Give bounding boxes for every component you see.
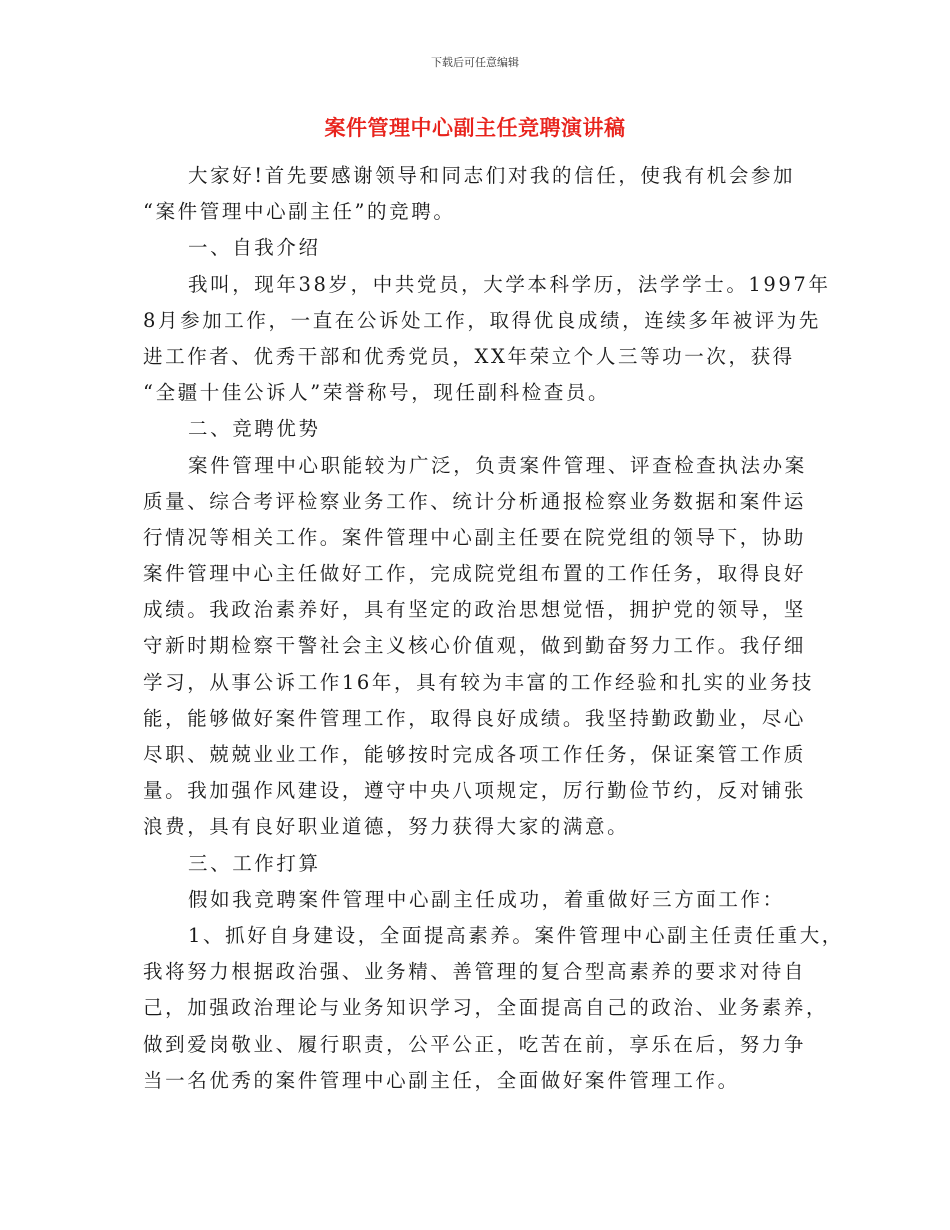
paragraph-line: 尽职、兢兢业业工作，能够按时完成各项工作任务，保证案管工作质 — [143, 743, 807, 766]
paragraph-line: 学习，从事公诉工作16年，具有较为丰富的工作经验和扎实的业务技 — [143, 670, 814, 694]
paragraph-line: 1、抓好自身建设，全面提高素养。案件管理中心副主任责任重大， — [188, 923, 844, 947]
section-heading: 三、工作打算 — [188, 851, 321, 875]
paragraph-line: 做到爱岗敬业、履行职责，公平公正，吃苦在前，享乐在后，努力争 — [143, 1032, 807, 1056]
section-heading: 一、自我介绍 — [188, 236, 321, 260]
paragraph-line: 案件管理中心职能较为广泛，负责案件管理、评查检查执法办案 — [188, 453, 807, 477]
paragraph-line: 己，加强政治理论与业务知识学习，全面提高自己的政治、业务素养， — [143, 996, 829, 1020]
paragraph-line: 量。我加强作风建设，遵守中央八项规定，厉行勤俭节约，反对铺张 — [143, 779, 807, 803]
section-heading: 二、竞聘优势 — [188, 417, 321, 441]
paragraph-line: 质量、综合考评检察业务工作、统计分析通报检察业务数据和案件运 — [143, 489, 807, 513]
paragraph-line: 行情况等相关工作。案件管理中心副主任要在院党组的领导下，协助 — [143, 525, 807, 549]
paragraph-line: 守新时期检察干警社会主义核心价值观，做到勤奋努力工作。我仔细 — [143, 634, 807, 658]
paragraph-line: 我将努力根据政治强、业务精、善管理的复合型高素养的要求对待自 — [143, 960, 807, 984]
paragraph-line: “案件管理中心副主任”的竞聘。 — [143, 200, 456, 224]
paragraph-line: 浪费，具有良好职业道德，努力获得大家的满意。 — [143, 815, 630, 839]
document-title: 案件管理中心副主任竞聘演讲稿 — [324, 116, 626, 140]
paragraph-line: 能，能够做好案件管理工作，取得良好成绩。我坚持勤政勤业，尽心 — [143, 706, 807, 730]
paragraph-line: 案件管理中心主任做好工作，完成院党组布置的工作任务，取得良好 — [143, 562, 807, 586]
paragraph-line: 当一名优秀的案件管理中心副主任，全面做好案件管理工作。 — [143, 1068, 740, 1092]
paragraph-line: 8月参加工作，一直在公诉处工作，取得优良成绩，连续多年被评为先 — [143, 308, 822, 332]
paragraph-line: 假如我竞聘案件管理中心副主任成功，着重做好三方面工作： — [188, 887, 785, 911]
paragraph-line: “全疆十佳公诉人”荣誉称号，现任副科检查员。 — [143, 381, 611, 405]
paragraph-line: 大家好!首先要感谢领导和同志们对我的信任，使我有机会参加 — [188, 164, 796, 187]
paragraph-line: 我叫，现年38岁，中共党员，大学本科学历，法学学士。1997年 — [188, 272, 831, 296]
document-body — [143, 158, 844, 1099]
paragraph-line: 成绩。我政治素养好，具有坚定的政治思想觉悟，拥护党的领导，坚 — [143, 598, 807, 622]
paragraph-line: 进工作者、优秀干部和优秀党员，XX年荣立个人三等功一次，获得 — [143, 344, 795, 368]
header-note: 下载后可任意编辑 — [431, 56, 519, 69]
